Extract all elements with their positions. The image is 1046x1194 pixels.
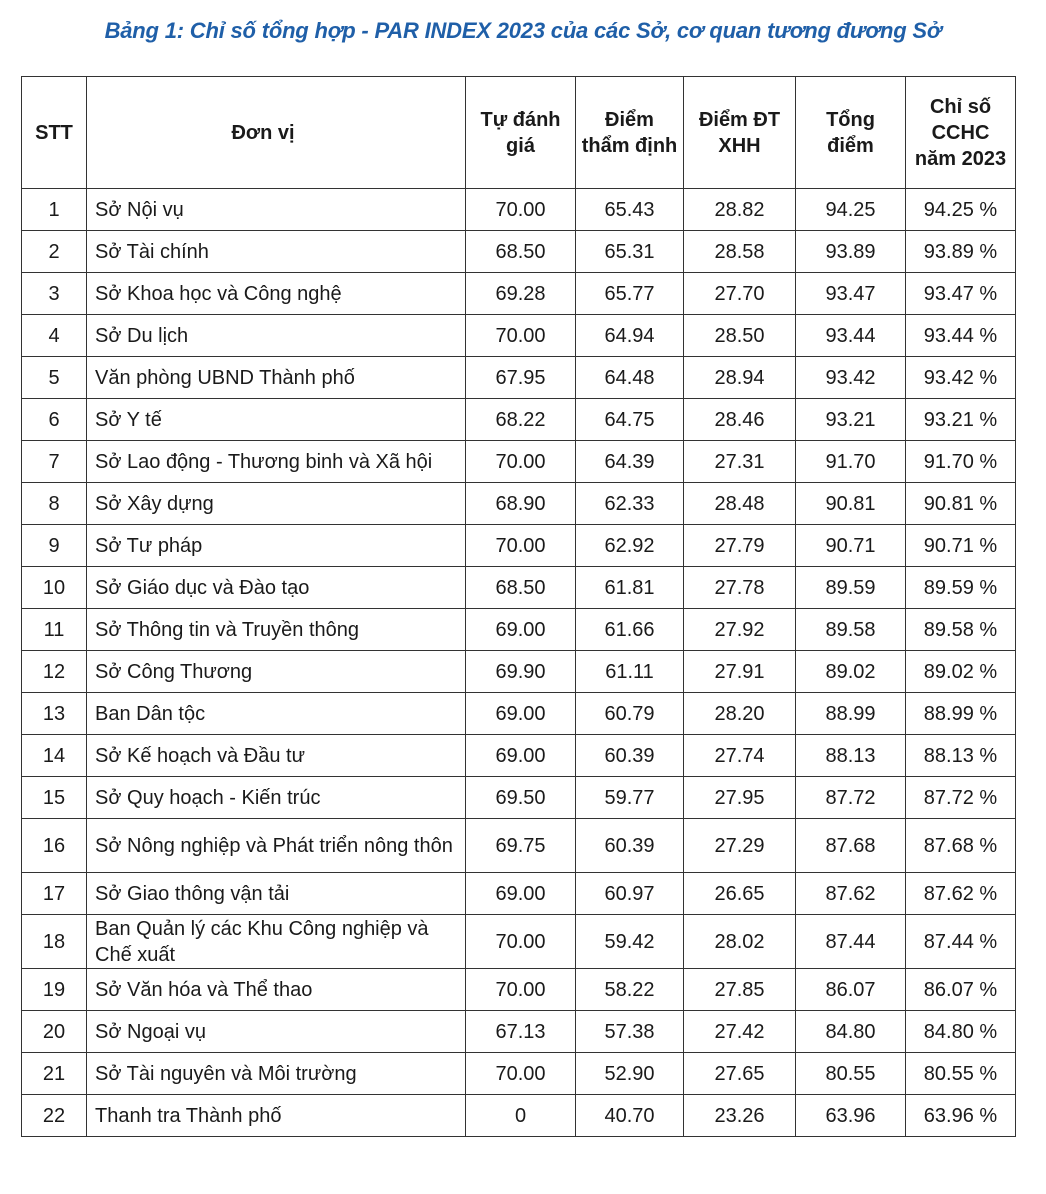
table-row [22, 1095, 1016, 1137]
cell-unit: Sở Giao thông vận tải [87, 873, 466, 915]
cell-unit: Sở Nội vụ [87, 189, 466, 231]
cell-survey-score: 27.29 [684, 819, 796, 873]
cell-self-assessment: 0 [466, 1095, 576, 1137]
cell-self-assessment: 67.95 [466, 357, 576, 399]
cell-self-assessment: 69.00 [466, 735, 576, 777]
cell-total-score: 88.99 [796, 693, 906, 735]
cell-total-score: 87.44 [796, 915, 906, 969]
cell-appraisal-score: 59.77 [576, 777, 684, 819]
cell-appraisal-score: 60.97 [576, 873, 684, 915]
table-row [22, 969, 1016, 1011]
cell-appraisal-score: 65.43 [576, 189, 684, 231]
cell-survey-score: 27.92 [684, 609, 796, 651]
cell-appraisal-score: 60.79 [576, 693, 684, 735]
cell-appraisal-score: 60.39 [576, 735, 684, 777]
table-row [22, 231, 1016, 273]
cell-self-assessment: 68.22 [466, 399, 576, 441]
cell-stt: 6 [22, 399, 87, 441]
cell-total-score: 93.44 [796, 315, 906, 357]
cell-index-2023: 86.07 % [906, 969, 1016, 1011]
cell-self-assessment: 70.00 [466, 189, 576, 231]
cell-survey-score: 28.02 [684, 915, 796, 969]
table-row [22, 357, 1016, 399]
table-row [22, 735, 1016, 777]
cell-stt: 4 [22, 315, 87, 357]
cell-stt: 9 [22, 525, 87, 567]
cell-stt: 15 [22, 777, 87, 819]
cell-appraisal-score: 64.48 [576, 357, 684, 399]
cell-unit: Thanh tra Thành phố [87, 1095, 466, 1137]
cell-unit: Sở Nông nghiệp và Phát triển nông thôn [87, 819, 466, 873]
cell-self-assessment: 69.90 [466, 651, 576, 693]
cell-stt: 5 [22, 357, 87, 399]
par-index-table [21, 76, 1016, 1137]
table-row [22, 1053, 1016, 1095]
header-self-assessment: Tự đánh giá [466, 77, 576, 189]
cell-self-assessment: 70.00 [466, 1053, 576, 1095]
cell-index-2023: 87.62 % [906, 873, 1016, 915]
cell-self-assessment: 68.90 [466, 483, 576, 525]
cell-stt: 20 [22, 1011, 87, 1053]
cell-total-score: 90.71 [796, 525, 906, 567]
table-row [22, 693, 1016, 735]
cell-total-score: 93.89 [796, 231, 906, 273]
cell-appraisal-score: 52.90 [576, 1053, 684, 1095]
cell-index-2023: 87.44 % [906, 915, 1016, 969]
cell-appraisal-score: 59.42 [576, 915, 684, 969]
header-total-score: Tổng điểm [796, 77, 906, 189]
cell-self-assessment: 69.28 [466, 273, 576, 315]
cell-index-2023: 94.25 % [906, 189, 1016, 231]
cell-unit: Sở Du lịch [87, 315, 466, 357]
table-row [22, 777, 1016, 819]
table-caption: Bảng 1: Chỉ số tổng hợp - PAR INDEX 2023 của các Sở, cơ quan tương đương Sở [104, 18, 942, 43]
cell-unit: Sở Lao động - Thương binh và Xã hội [87, 441, 466, 483]
table-row [22, 399, 1016, 441]
cell-appraisal-score: 58.22 [576, 969, 684, 1011]
table-row [22, 915, 1016, 969]
cell-survey-score: 27.65 [684, 1053, 796, 1095]
cell-appraisal-score: 57.38 [576, 1011, 684, 1053]
cell-self-assessment: 70.00 [466, 969, 576, 1011]
cell-self-assessment: 70.00 [466, 315, 576, 357]
cell-unit: Sở Văn hóa và Thể thao [87, 969, 466, 1011]
cell-index-2023: 89.59 % [906, 567, 1016, 609]
cell-total-score: 87.72 [796, 777, 906, 819]
cell-total-score: 87.68 [796, 819, 906, 873]
cell-unit: Sở Khoa học và Công nghệ [87, 273, 466, 315]
table-row [22, 1011, 1016, 1053]
cell-index-2023: 91.70 % [906, 441, 1016, 483]
cell-total-score: 63.96 [796, 1095, 906, 1137]
cell-survey-score: 23.26 [684, 1095, 796, 1137]
cell-unit: Sở Giáo dục và Đào tạo [87, 567, 466, 609]
cell-appraisal-score: 61.66 [576, 609, 684, 651]
cell-survey-score: 28.46 [684, 399, 796, 441]
cell-unit: Văn phòng UBND Thành phố [87, 357, 466, 399]
cell-index-2023: 93.44 % [906, 315, 1016, 357]
cell-unit: Sở Kế hoạch và Đầu tư [87, 735, 466, 777]
header-index-2023: Chỉ số CCHC năm 2023 [906, 77, 1016, 189]
cell-appraisal-score: 62.92 [576, 525, 684, 567]
cell-index-2023: 88.99 % [906, 693, 1016, 735]
cell-index-2023: 84.80 % [906, 1011, 1016, 1053]
cell-unit: Sở Công Thương [87, 651, 466, 693]
cell-appraisal-score: 40.70 [576, 1095, 684, 1137]
cell-self-assessment: 69.00 [466, 609, 576, 651]
cell-total-score: 94.25 [796, 189, 906, 231]
cell-stt: 14 [22, 735, 87, 777]
table-row [22, 819, 1016, 873]
table-row [22, 567, 1016, 609]
cell-survey-score: 27.91 [684, 651, 796, 693]
table-body [22, 189, 1016, 1137]
cell-stt: 3 [22, 273, 87, 315]
header-survey-score: Điểm ĐT XHH [684, 77, 796, 189]
cell-survey-score: 27.79 [684, 525, 796, 567]
cell-appraisal-score: 64.39 [576, 441, 684, 483]
header-stt: STT [22, 77, 87, 189]
cell-index-2023: 89.58 % [906, 609, 1016, 651]
cell-unit: Sở Tài nguyên và Môi trường [87, 1053, 466, 1095]
cell-survey-score: 26.65 [684, 873, 796, 915]
cell-stt: 21 [22, 1053, 87, 1095]
cell-total-score: 86.07 [796, 969, 906, 1011]
cell-survey-score: 27.95 [684, 777, 796, 819]
cell-unit: Sở Tài chính [87, 231, 466, 273]
cell-unit: Sở Y tế [87, 399, 466, 441]
cell-stt: 19 [22, 969, 87, 1011]
table-row [22, 441, 1016, 483]
cell-unit: Ban Dân tộc [87, 693, 466, 735]
table-row [22, 525, 1016, 567]
cell-index-2023: 93.21 % [906, 399, 1016, 441]
header-unit: Đơn vị [87, 77, 466, 189]
cell-total-score: 87.62 [796, 873, 906, 915]
cell-total-score: 89.02 [796, 651, 906, 693]
cell-self-assessment: 68.50 [466, 231, 576, 273]
cell-index-2023: 63.96 % [906, 1095, 1016, 1137]
cell-appraisal-score: 62.33 [576, 483, 684, 525]
cell-survey-score: 27.78 [684, 567, 796, 609]
cell-total-score: 93.21 [796, 399, 906, 441]
cell-self-assessment: 70.00 [466, 915, 576, 969]
cell-index-2023: 90.71 % [906, 525, 1016, 567]
cell-unit: Sở Thông tin và Truyền thông [87, 609, 466, 651]
cell-survey-score: 28.48 [684, 483, 796, 525]
cell-total-score: 93.42 [796, 357, 906, 399]
cell-unit: Sở Quy hoạch - Kiến trúc [87, 777, 466, 819]
cell-index-2023: 80.55 % [906, 1053, 1016, 1095]
table-row [22, 651, 1016, 693]
cell-stt: 18 [22, 915, 87, 969]
cell-self-assessment: 69.50 [466, 777, 576, 819]
cell-appraisal-score: 65.31 [576, 231, 684, 273]
cell-self-assessment: 69.75 [466, 819, 576, 873]
cell-stt: 13 [22, 693, 87, 735]
cell-self-assessment: 70.00 [466, 525, 576, 567]
cell-unit: Sở Tư pháp [87, 525, 466, 567]
cell-survey-score: 28.20 [684, 693, 796, 735]
cell-index-2023: 87.68 % [906, 819, 1016, 873]
cell-index-2023: 90.81 % [906, 483, 1016, 525]
cell-total-score: 80.55 [796, 1053, 906, 1095]
cell-appraisal-score: 65.77 [576, 273, 684, 315]
cell-stt: 16 [22, 819, 87, 873]
cell-total-score: 90.81 [796, 483, 906, 525]
cell-stt: 10 [22, 567, 87, 609]
cell-appraisal-score: 64.75 [576, 399, 684, 441]
cell-index-2023: 93.42 % [906, 357, 1016, 399]
cell-total-score: 89.58 [796, 609, 906, 651]
table-row [22, 315, 1016, 357]
cell-unit: Sở Ngoại vụ [87, 1011, 466, 1053]
cell-stt: 12 [22, 651, 87, 693]
cell-appraisal-score: 61.81 [576, 567, 684, 609]
cell-self-assessment: 70.00 [466, 441, 576, 483]
cell-stt: 8 [22, 483, 87, 525]
cell-survey-score: 27.42 [684, 1011, 796, 1053]
cell-survey-score: 28.94 [684, 357, 796, 399]
cell-stt: 17 [22, 873, 87, 915]
cell-unit: Ban Quản lý các Khu Công nghiệp và Chế xuất [87, 915, 466, 969]
cell-survey-score: 28.82 [684, 189, 796, 231]
table-header-row [22, 77, 1016, 189]
cell-stt: 11 [22, 609, 87, 651]
cell-total-score: 88.13 [796, 735, 906, 777]
cell-self-assessment: 69.00 [466, 873, 576, 915]
cell-index-2023: 87.72 % [906, 777, 1016, 819]
cell-stt: 2 [22, 231, 87, 273]
table-row [22, 873, 1016, 915]
cell-survey-score: 27.31 [684, 441, 796, 483]
cell-unit: Sở Xây dựng [87, 483, 466, 525]
cell-appraisal-score: 64.94 [576, 315, 684, 357]
header-appraisal-score: Điểm thẩm định [576, 77, 684, 189]
cell-index-2023: 88.13 % [906, 735, 1016, 777]
cell-self-assessment: 69.00 [466, 693, 576, 735]
cell-survey-score: 27.85 [684, 969, 796, 1011]
cell-survey-score: 27.70 [684, 273, 796, 315]
cell-total-score: 93.47 [796, 273, 906, 315]
cell-survey-score: 28.58 [684, 231, 796, 273]
cell-index-2023: 93.89 % [906, 231, 1016, 273]
cell-total-score: 91.70 [796, 441, 906, 483]
table-row [22, 273, 1016, 315]
cell-appraisal-score: 61.11 [576, 651, 684, 693]
cell-index-2023: 93.47 % [906, 273, 1016, 315]
cell-index-2023: 89.02 % [906, 651, 1016, 693]
cell-self-assessment: 68.50 [466, 567, 576, 609]
table-row [22, 189, 1016, 231]
cell-stt: 22 [22, 1095, 87, 1137]
table-row [22, 483, 1016, 525]
cell-survey-score: 28.50 [684, 315, 796, 357]
table-row [22, 609, 1016, 651]
cell-stt: 1 [22, 189, 87, 231]
cell-stt: 7 [22, 441, 87, 483]
cell-self-assessment: 67.13 [466, 1011, 576, 1053]
cell-appraisal-score: 60.39 [576, 819, 684, 873]
cell-total-score: 89.59 [796, 567, 906, 609]
cell-survey-score: 27.74 [684, 735, 796, 777]
cell-total-score: 84.80 [796, 1011, 906, 1053]
